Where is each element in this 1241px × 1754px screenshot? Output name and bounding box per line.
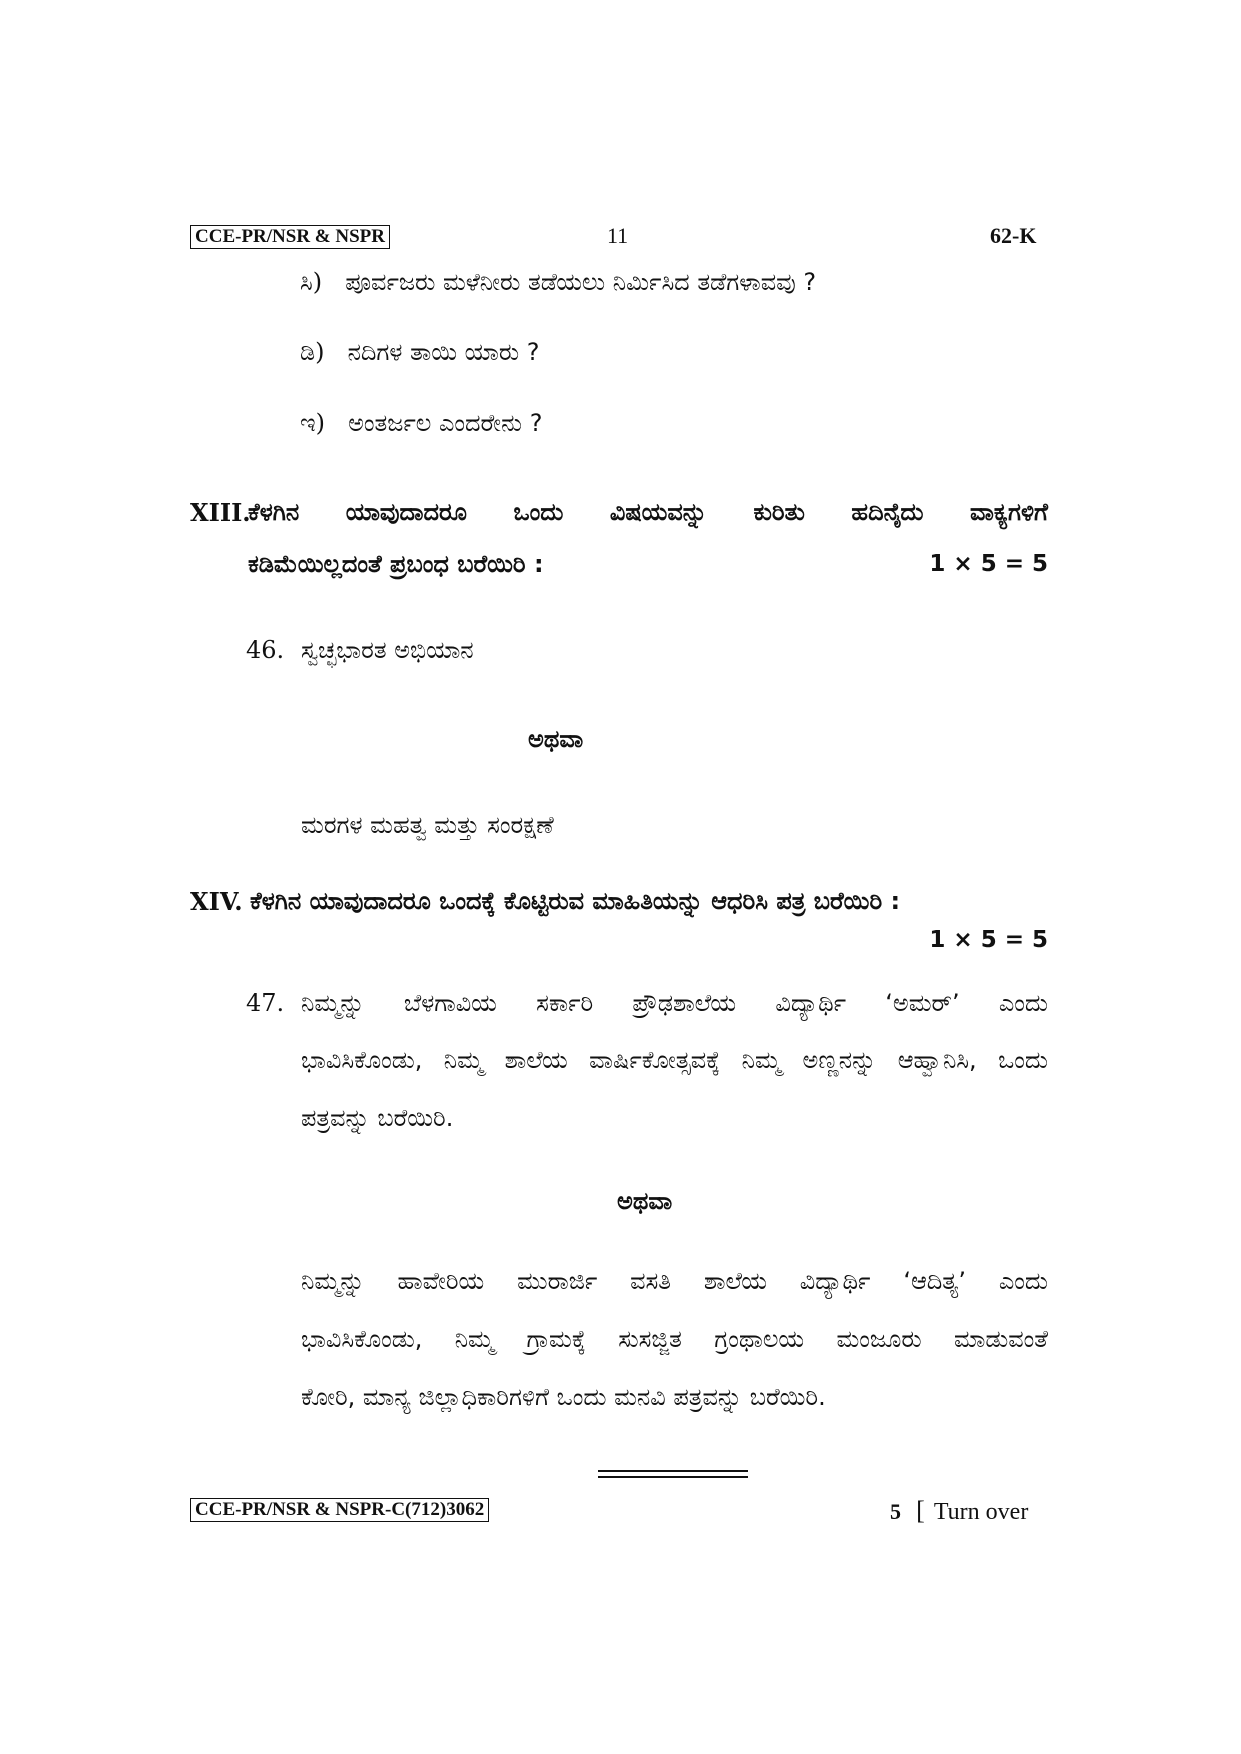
section-xiii-marks: 1 × 5 = 5: [929, 551, 1048, 577]
turn-over-text: Turn over: [933, 1499, 1029, 1525]
section-xiii-instruction-line2: ಕಡಿಮೆಯಿಲ್ಲದಂತೆ ಪ್ರಬಂಧ ಬರೆಯಿರಿ :: [248, 550, 544, 578]
question-label: ಇ): [300, 409, 325, 437]
paper-code: 62-K: [990, 223, 1037, 248]
question-e: [300, 409, 542, 437]
or-divider-2: ಅಥವಾ: [617, 1187, 673, 1215]
question-47-alt-line: ಕೋರಿ, ಮಾನ್ಯ ಜಿಲ್ಲಾಧಿಕಾರಿಗಳಿಗೆ ಒಂದು ಮನವಿ ಪತ್ರವನ್ನು ಬರೆಯಿರಿ.: [301, 1383, 826, 1411]
page-number: 11: [607, 223, 629, 248]
question-47-alt-line: ಭಾವಿಸಿಕೊಂಡು, ನಿಮ್ಮ ಗ್ರಾಮಕ್ಕೆ ಸುಸಜ್ಜಿತ ಗ್ರಂಥಾಲಯ ಮಂಜೂರು ಮಾಡುವಂತೆ: [301, 1325, 1048, 1353]
question-text: ಅಂತರ್ಜಲ ಎಂದರೇನು ?: [348, 409, 543, 437]
header-code: CCE-PR/NSR & NSPR: [190, 225, 390, 249]
section-xiv-instruction: ಕೆಳಗಿನ ಯಾವುದಾದರೂ ಒಂದಕ್ಕೆ ಕೊಟ್ಟಿರುವ ಮಾಹಿತಿಯನ್ನು ಆಧರಿಸಿ ಪತ್ರ ಬರೆಯಿರಿ :: [250, 887, 901, 915]
question-text: ಪೂರ್ವಜರು ಮಳೆನೀರು ತಡೆಯಲು ನಿರ್ಮಿಸಿದ ತಡೆಗಳಾವವು ?: [345, 268, 817, 296]
bracket-glyph: [: [916, 1496, 925, 1525]
or-divider-1: ಅಥವಾ: [528, 725, 584, 753]
section-xiii-number: XIII.: [190, 498, 251, 527]
section-xiii-instruction-line1: ಕೆಳಗಿನ ಯಾವುದಾದರೂ ಒಂದು ವಿಷಯವನ್ನು ಕುರಿತು ಹದಿನೈದು ವಾಕ್ಯಗಳಿಗೆ: [248, 498, 1048, 526]
question-47-line: ನಿಮ್ಮನ್ನು ಬೆಳಗಾವಿಯ ಸರ್ಕಾರಿ ಪ್ರೌಢಶಾಲೆಯ ವಿದ್ಯಾರ್ಥಿ ‘ಅಮರ್’ ಎಂದು: [301, 989, 1048, 1017]
question-label: ಡಿ): [300, 338, 325, 366]
question-46-text: ಸ್ವಚ್ಛಭಾರತ ಅಭಿಯಾನ: [301, 636, 474, 664]
question-47-alt-line: ನಿಮ್ಮನ್ನು ಹಾವೇರಿಯ ಮುರಾರ್ಜಿ ವಸತಿ ಶಾಲೆಯ ವಿದ್ಯಾರ್ಥಿ ‘ಆದಿತ್ಯ’ ಎಂದು: [301, 1267, 1048, 1295]
question-label: ಸಿ): [300, 268, 323, 296]
section-xiv-marks: 1 × 5 = 5: [929, 927, 1048, 953]
question-text: ನದಿಗಳ ತಾಯಿ ಯಾರು ?: [347, 338, 540, 366]
question-d: [300, 338, 540, 366]
section-xiv-number: XIV.: [190, 887, 243, 916]
question-47-line: ಪತ್ರವನ್ನು ಬರೆಯಿರಿ.: [301, 1104, 454, 1132]
end-rule-bottom: [598, 1476, 748, 1478]
question-46-alternative: ಮರಗಳ ಮಹತ್ವ ಮತ್ತು ಸಂರಕ್ಷಣೆ: [301, 811, 554, 839]
turn-over-marker: [890, 1496, 1028, 1526]
footer-code: CCE-PR/NSR & NSPR-C(712)3062: [190, 1498, 489, 1522]
question-47-line: ಭಾವಿಸಿಕೊಂಡು, ನಿಮ್ಮ ಶಾಲೆಯ ವಾರ್ಷಿಕೋತ್ಸವಕ್ಕೆ ನಿಮ್ಮ ಅಣ್ಣನನ್ನು ಆಹ್ವಾನಿಸಿ, ಒಂದು: [301, 1046, 1048, 1074]
question-c: [300, 268, 816, 296]
question-47-number: 47.: [246, 989, 285, 1017]
end-rule-top: [598, 1470, 748, 1472]
sheet-number: 5: [890, 1499, 901, 1524]
question-46-number: 46.: [246, 636, 285, 664]
